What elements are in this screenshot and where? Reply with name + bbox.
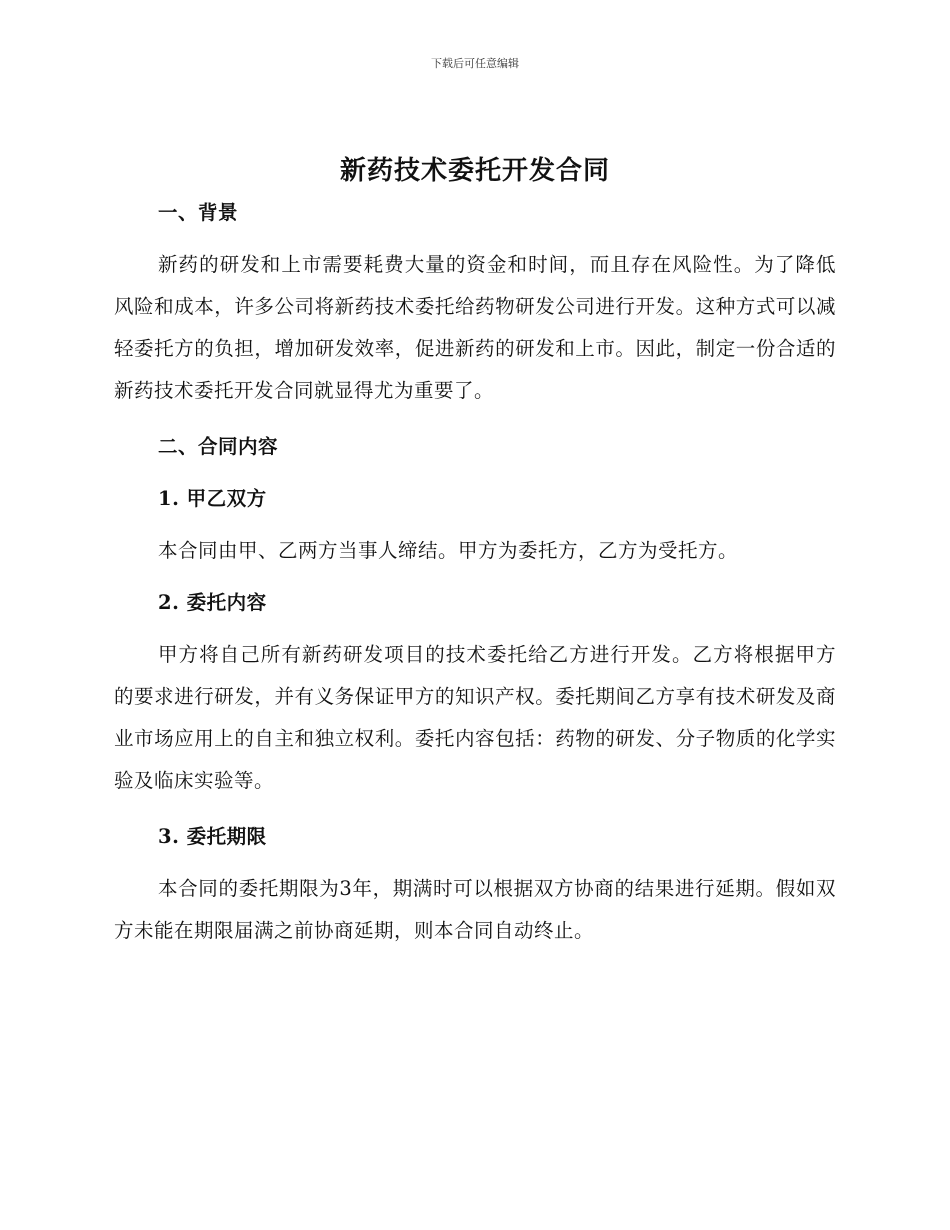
document-body: [114, 192, 836, 952]
subsection-heading-term: 3. 委托期限: [158, 825, 267, 848]
subsection-paragraph-scope: 甲方将自己所有新药研发项目的技术委托给乙方进行开发。乙方将根据甲方的要求进行研发，并有义务保证甲方的知识产权。委托期间乙方享有技术研发及商业市场应用上的自主和独立权利。委托内容包括：药物的研发、分子物质的化学实验及临床实验等。: [114, 643, 836, 792]
subsection-heading-parties: 1. 甲乙双方: [158, 487, 267, 510]
section-paragraph-background: 新药的研发和上市需要耗费大量的资金和时间，而且存在风险性。为了降低风险和成本，许多公司将新药技术委托给药物研发公司进行开发。这种方式可以减轻委托方的负担，增加研发效率，促进新药的研发和上市。因此，制定一份合适的新药技术委托开发合同就显得尤为重要了。: [114, 253, 836, 402]
section-heading-contract-content: 二、合同内容: [158, 435, 279, 458]
header-note: 下载后可任意编辑: [431, 57, 519, 70]
subsection-paragraph-term: 本合同的委托期限为3年，期满时可以根据双方协商的结果进行延期。假如双方未能在期限届满之前协商延期，则本合同自动终止。: [114, 877, 836, 942]
document-title: 新药技术委托开发合同: [339, 156, 610, 186]
section-heading-background: 一、背景: [158, 201, 239, 224]
subsection-heading-scope: 2. 委托内容: [158, 591, 267, 614]
subsection-paragraph-parties: 本合同由甲、乙两方当事人缔结。甲方为委托方，乙方为受托方。: [158, 539, 739, 562]
